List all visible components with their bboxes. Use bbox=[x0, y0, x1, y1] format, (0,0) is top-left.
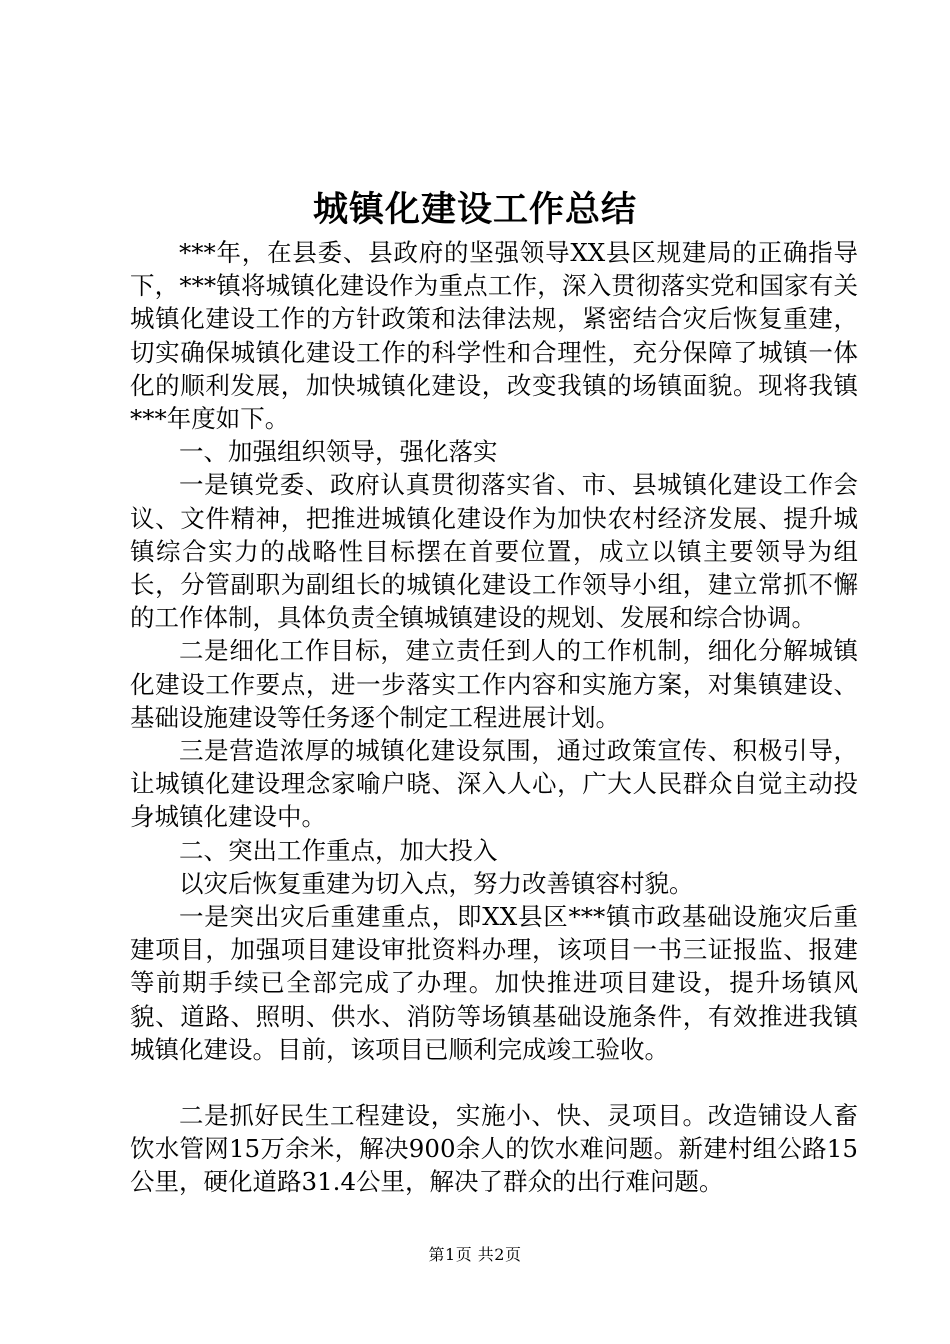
paragraph-item-2: 二是细化工作目标，建立责任到人的工作机制，细化分解城镇化建设工作要点，进一步落实工作内容和实施方案，对集镇建设、基础设施建设等任务逐个制定工程进展计划。 bbox=[130, 636, 858, 732]
paragraph-item-4: 一是突出灾后重建重点，即XX县区***镇市政基础设施灾后重建项目，加强项目建设审批资料办理，该项目一书三证报监、报建等前期手续已全部完成了办理。加快推进项目建设，提升场镇风貌、道路、照明、供水、消防等场镇基础设施条件，有效推进我镇城镇化建设。目前，该项目已顺利完成竣工验收。 bbox=[130, 902, 858, 1064]
section-heading-1: 一、加强组织领导，强化落实 bbox=[179, 437, 498, 467]
paragraph-item-5: 二是抓好民生工程建设，实施小、快、灵项目。改造铺设人畜饮水管网15万余米，解决900余人的饮水难问题。新建村组公路15公里，硬化道路31.4公里，解决了群众的出行难问题。 bbox=[130, 1101, 858, 1197]
paragraph-item-3: 三是营造浓厚的城镇化建设氛围，通过政策宣传、积极引导，让城镇化建设理念家喻户晓、深入人心，广大人民群众自觉主动投身城镇化建设中。 bbox=[130, 736, 858, 832]
section-heading-2: 二、突出工作重点，加大投入 bbox=[179, 835, 498, 865]
page-footer: 第1页 共2页 bbox=[428, 1245, 522, 1264]
document-body bbox=[130, 236, 858, 1199]
paragraph-lead: 以灾后恢复重建为切入点，努力改善镇容村貌。 bbox=[179, 868, 694, 898]
document-title: 城镇化建设工作总结 bbox=[312, 190, 637, 230]
paragraph-item-1: 一是镇党委、政府认真贯彻落实省、市、县城镇化建设工作会议、文件精神，把推进城镇化建设作为加快农村经济发展、提升城镇综合实力的战略性目标摆在首要位置，成立以镇主要领导为组长，分管副职为副组长的城镇化建设工作领导小组，建立常抓不懈的工作体制，具体负责全镇城镇建设的规划、发展和综合协调。 bbox=[130, 470, 858, 633]
paragraph-intro: ***年，在县委、县政府的坚强领导XX县区规建局的正确指导下，***镇将城镇化建设作为重点工作，深入贯彻落实党和国家有关城镇化建设工作的方针政策和法律法规，紧密结合灾后恢复重建，切实确保城镇化建设工作的科学性和合理性，充分保障了城镇一体化的顺利发展，加快城镇化建设，改变我镇的场镇面貌。现将我镇***年度如下。 bbox=[130, 238, 858, 434]
